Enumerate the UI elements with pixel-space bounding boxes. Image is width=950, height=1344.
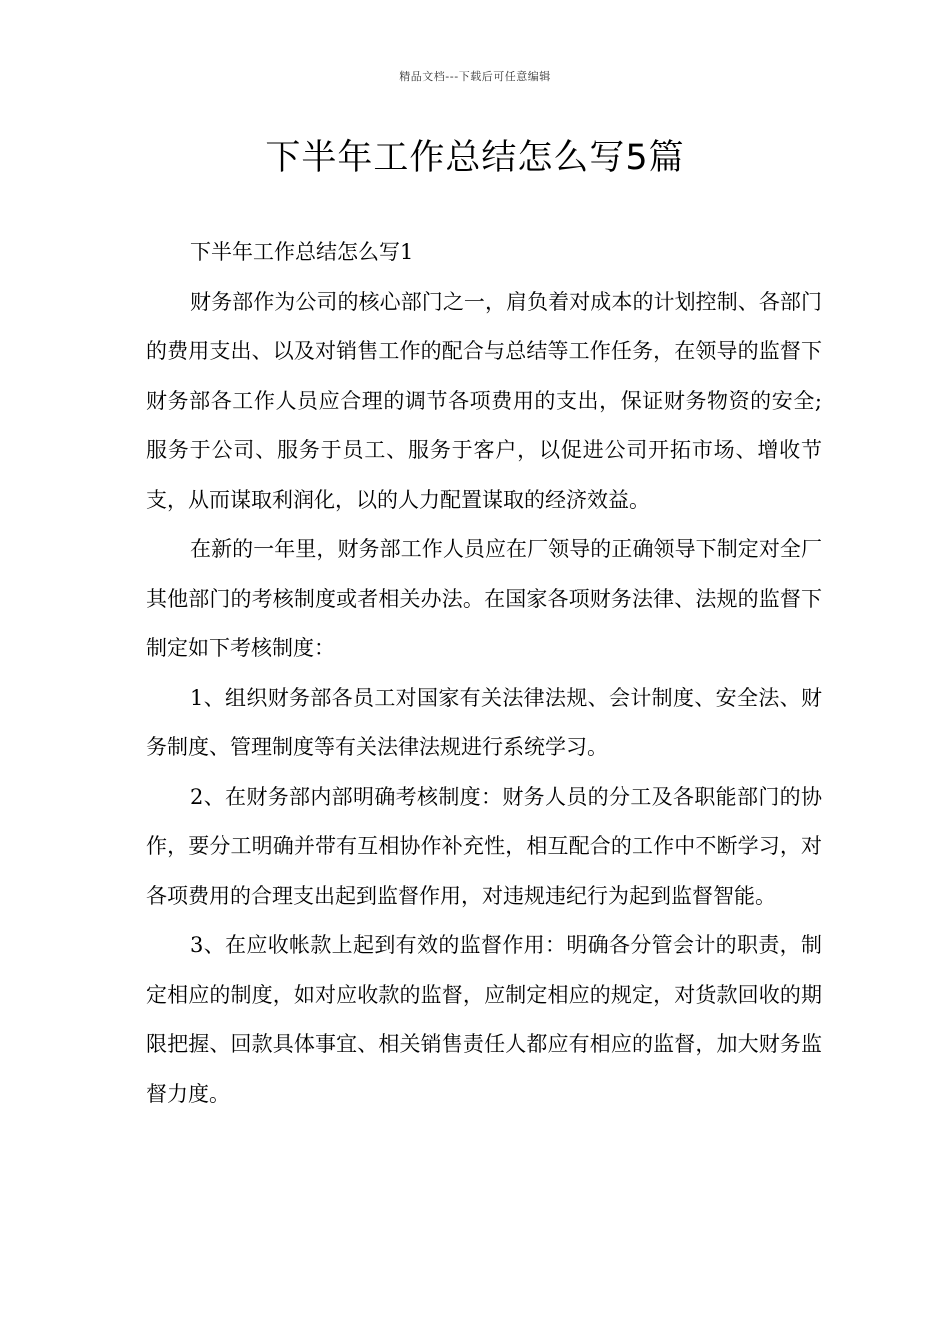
list-item: 2、在财务部内部明确考核制度：财务人员的分工及各职能部门的协作，要分工明确并带有互相协作补充性，相互配合的工作中不断学习，对各项费用的合理支出起到监督作用，对违规违纪行为起到监督智能。 (146, 784, 822, 908)
document-body (146, 228, 822, 1119)
document-title: 下半年工作总结怎么写5篇 (265, 138, 685, 178)
body-paragraph: 在新的一年里，财务部工作人员应在厂领导的正确领导下制定对全厂其他部门的考核制度或者相关办法。在国家各项财务法律、法规的监督下制定如下考核制度： (146, 537, 822, 660)
header-note: 精品文档---下载后可任意编辑 (399, 70, 551, 83)
list-item: 1、组织财务部各员工对国家有关法律法规、会计制度、安全法、财务制度、管理制度等有关法律法规进行系统学习。 (146, 685, 822, 759)
body-paragraph: 财务部作为公司的核心部门之一，肩负着对成本的计划控制、各部门的费用支出、以及对销售工作的配合与总结等工作任务，在领导的监督下财务部各工作人员应合理的调节各项费用的支出，保证财务物资的安全;服务于公司、服务于员工、服务于客户，以促进公司开拓市场、增收节支，从而谋取利润化，以的人力配置谋取的经济效益。 (146, 289, 822, 512)
list-item: 3、在应收帐款上起到有效的监督作用：明确各分管会计的职责，制定相应的制度，如对应收款的监督，应制定相应的规定，对货款回收的期限把握、回款具体事宜、相关销售责任人都应有相应的监督，加大财务监督力度。 (146, 933, 822, 1106)
section-heading: 下半年工作总结怎么写1 (190, 240, 414, 264)
